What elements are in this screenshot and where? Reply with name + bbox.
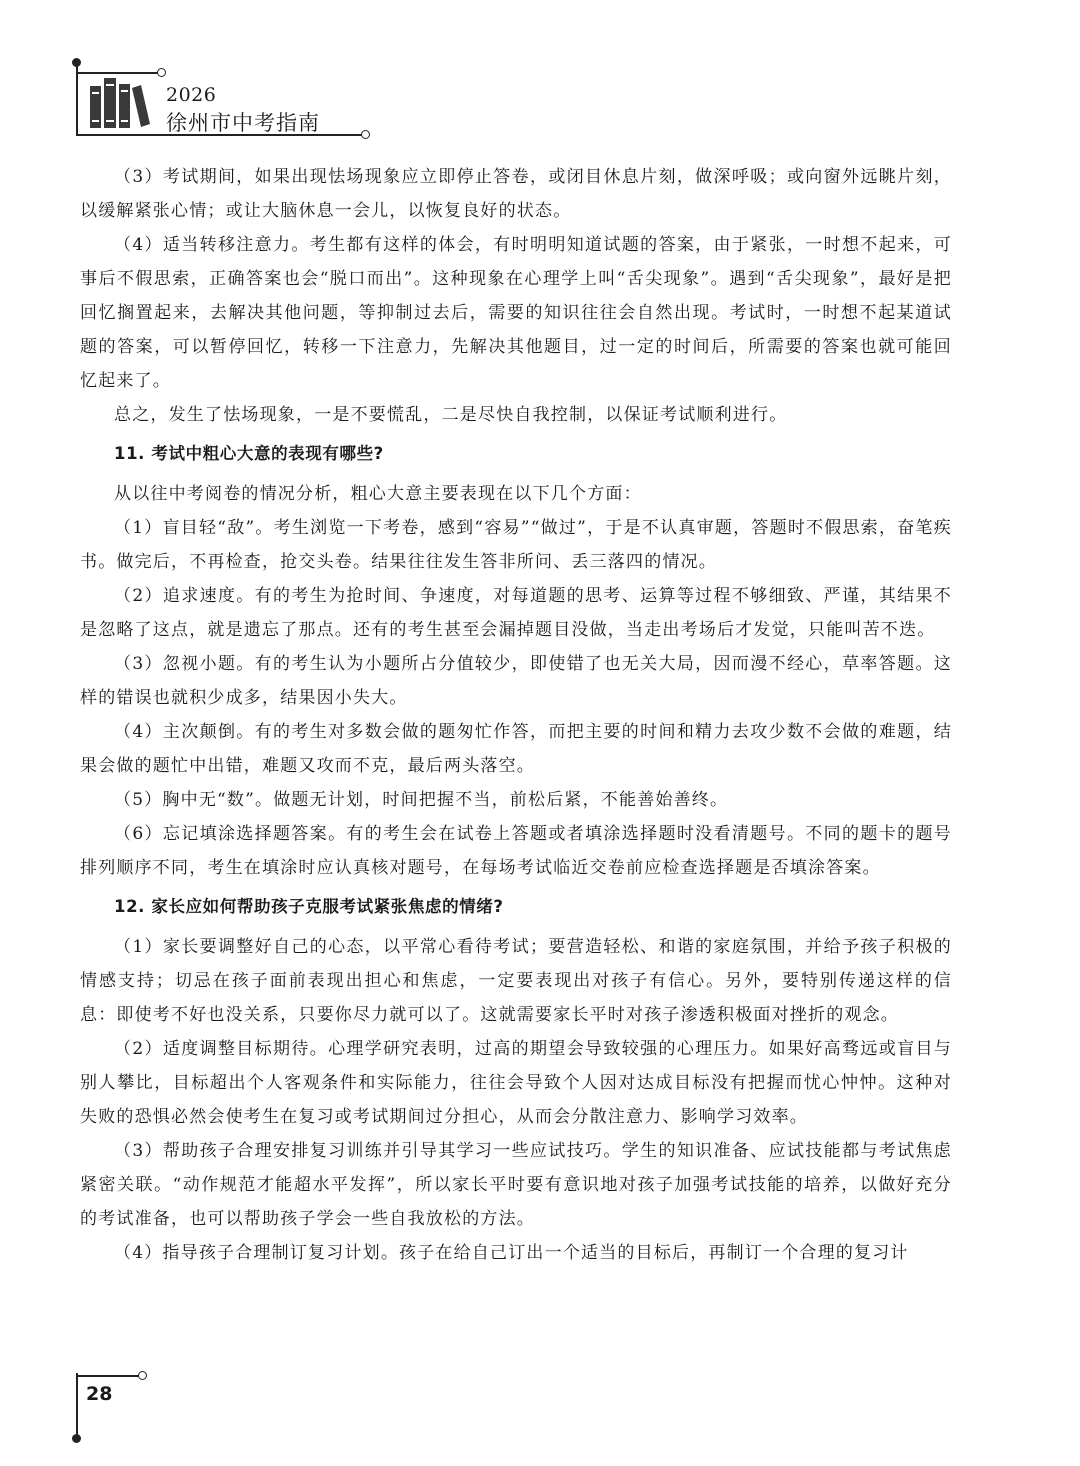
paragraph: （4）指导孩子合理制订复习计划。孩子在给自己订出一个适当的目标后，再制订一个合理的复习计 [114, 1243, 909, 1263]
paragraph: （3）忽视小题。有的考生认为小题所占分值较少，即使错了也无关大局，因而漫不经心，草率答题。这样的错误也就积少成多，结果因小失大。 [80, 654, 952, 708]
header-year: 2026 [166, 84, 217, 106]
paragraph: （1）家长要调整好自己的心态，以平常心看待考试；要营造轻松、和谐的家庭氛围，并给予孩子积极的情感支持；切忌在孩子面前表现出担心和焦虑，一定要表现出对孩子有信心。另外，要特别传递这样的信息：即使考不好也没关系，只要你尽力就可以了。这就需要家长平时对孩子渗透积极面对挫折的观念。 [80, 937, 952, 1025]
section-heading-11: 11. 考试中粗心大意的表现有哪些? [114, 444, 384, 463]
paragraph: （4）适当转移注意力。考生都有这样的体会，有时明明知道试题的答案，由于紧张，一时想不起来，可事后不假思索，正确答案也会“脱口而出”。这种现象在心理学上叫“舌尖现象”。遇到“舌尖现象”，最好是把回忆搁置起来，去解决其他问题，等抑制过去后，需要的知识往往会自然出现。考试时，一时想不起某道试题的答案，可以暂停回忆，转移一下注意力，先解决其他题目，过一定的时间后，所需要的答案也就可能回忆起来了。 [80, 235, 952, 391]
paragraph: （3）考试期间，如果出现怯场现象应立即停止答卷，或闭目休息片刻，做深呼吸；或向窗外远眺片刻，以缓解紧张心情；或让大脑休息一会儿，以恢复良好的状态。 [80, 167, 952, 221]
footer-top-rule [76, 1375, 140, 1377]
footer-dot-bottom-left [72, 1434, 81, 1443]
paragraph: （1）盲目轻“敌”。考生浏览一下考卷，感到“容易”“做过”，于是不认真审题，答题时不假思索，奋笔疾书。做完后，不再检查，抢交头卷。结果往往发生答非所问、丢三落四的情况。 [80, 518, 952, 572]
footer-dot-top-right [138, 1371, 147, 1380]
footer-vertical-rule [76, 1373, 78, 1439]
paragraph: （3）帮助孩子合理安排复习训练并引导其学习一些应试技巧。学生的知识准备、应试技能都与考试焦虑紧密关联。“动作规范才能超水平发挥”，所以家长平时要有意识地对孩子加强考试技能的培养，以做好充分的考试准备，也可以帮助孩子学会一些自我放松的方法。 [80, 1141, 952, 1229]
section-heading-12: 12. 家长应如何帮助孩子克服考试紧张焦虑的情绪? [114, 897, 504, 916]
paragraph: （4）主次颠倒。有的考生对多数会做的题匆忙作答，而把主要的时间和精力去攻少数不会做的难题，结果会做的题忙中出错，难题又攻而不克，最后两头落空。 [80, 722, 952, 776]
paragraph: 总之，发生了怯场现象，一是不要慌乱，二是尽快自我控制，以保证考试顺利进行。 [114, 405, 788, 425]
header-vertical-rule [76, 64, 78, 136]
paragraph: （2）适度调整目标期待。心理学研究表明，过高的期望会导致较强的心理压力。如果好高骛远或盲目与别人攀比，目标超出个人客观条件和实际能力，往往会导致个人因对达成目标没有把握而忧心忡忡。这种对失败的恐惧必然会使考生在复习或考试期间过分担心，从而会分散注意力、影响学习效率。 [80, 1039, 952, 1127]
header-title: 徐州市中考指南 [166, 111, 320, 135]
page-number: 28 [86, 1383, 113, 1405]
paragraph: 从以往中考阅卷的情况分析，粗心大意主要表现在以下几个方面： [114, 484, 642, 504]
header-dot-top-left [72, 58, 81, 67]
header-dot-bottom-right [361, 130, 370, 139]
books-logo-icon [84, 74, 154, 130]
paragraph: （6）忘记填涂选择题答案。有的考生会在试卷上答题或者填涂选择题时没看清题号。不同的题卡的题号排列顺序不同，考生在填涂时应认真核对题号，在每场考试临近交卷前应检查选择题是否填涂答案。 [80, 824, 952, 878]
paragraph: （5）胸中无“数”。做题无计划，时间把握不当，前松后紧，不能善始善终。 [114, 790, 729, 810]
page-content [80, 160, 952, 1270]
paragraph: （2）追求速度。有的考生为抢时间、争速度，对每道题的思考、运算等过程不够细致、严谨，其结果不是忽略了这点，就是遗忘了那点。还有的考生甚至会漏掉题目没做，当走出考场后才发觉，只能叫苦不迭。 [80, 586, 952, 640]
header-dot-top-right [157, 68, 166, 77]
